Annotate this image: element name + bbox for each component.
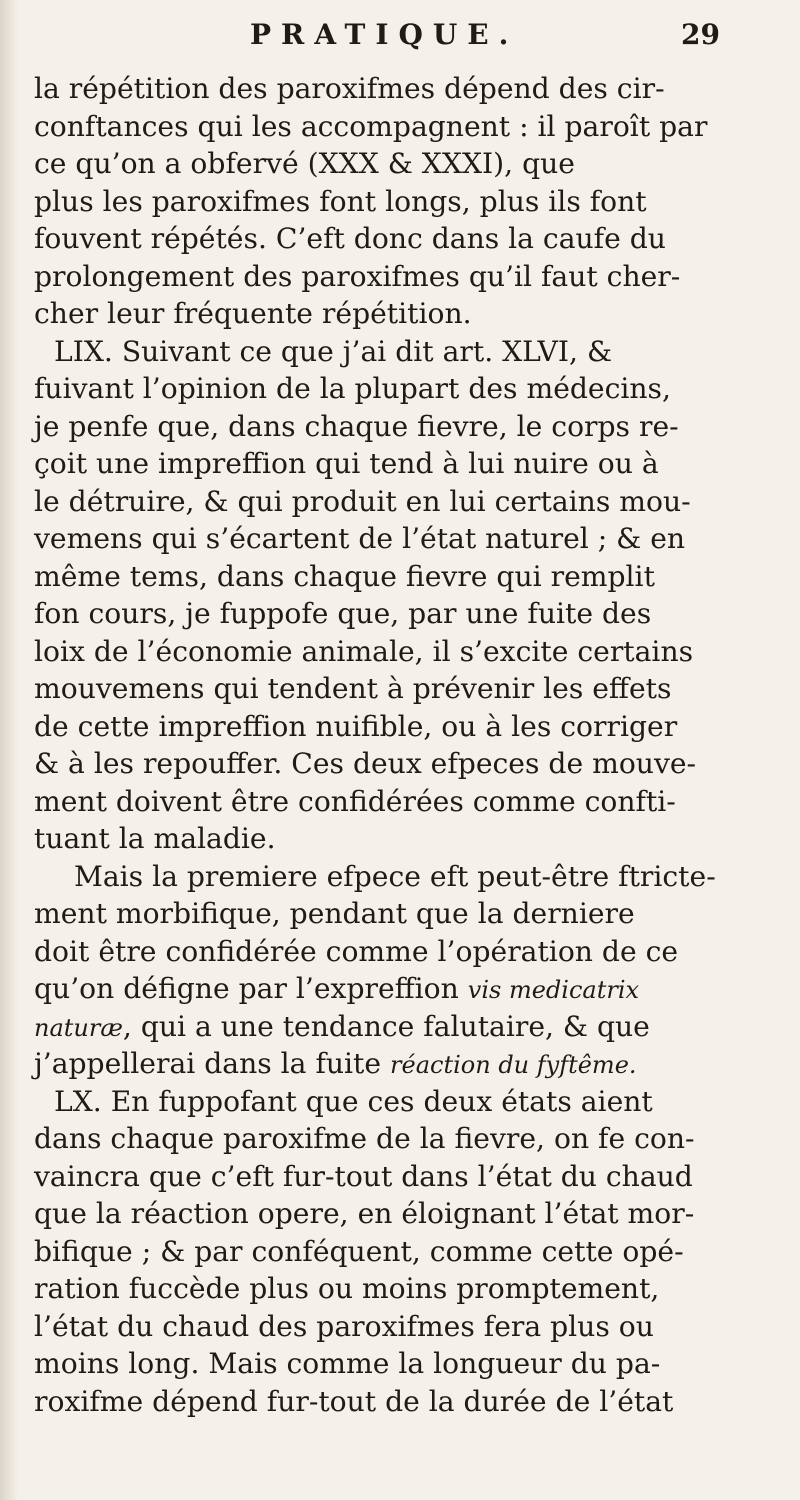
text-line: je penfe que, dans chaque fievre, le corps re- — [34, 409, 679, 443]
text-line: l’état du chaud des paroxifmes fera plus ou — [34, 1309, 654, 1343]
text-line: plus les paroxifmes font longs, plus ils font — [34, 184, 647, 218]
text-fragment: , qui a une tendance falutaire, & que — [122, 1009, 650, 1043]
text-line: moins long. Mais comme la longueur du pa- — [34, 1347, 661, 1380]
text-fragment: qu’on défigne par l’expreffion — [34, 972, 459, 1005]
text-fragment: j’appellerai dans la fuite — [34, 1047, 382, 1080]
text-line: même tems, dans chaque fievre qui remplit — [34, 559, 655, 593]
text-line-with-latin-phrase — [34, 970, 784, 1008]
text-line-with-latin-word — [34, 1008, 784, 1046]
text-line: la répétition des paroxifmes dépend des cir- — [34, 72, 665, 105]
page-number: 29 — [681, 18, 720, 51]
text-line: cher leur fréquente répétition. — [34, 297, 472, 330]
text-line: doit être confidérée comme l’opération de ce — [34, 934, 679, 968]
text-line: çoit une impreffion qui tend à lui nuire ou à — [34, 447, 659, 480]
latin-word: naturæ — [34, 1013, 123, 1042]
text-line: dans chaque paroxifme de la fievre, on fe con- — [34, 1122, 695, 1155]
text-line: fuivant l’opinion de la plupart des médecins, — [34, 372, 671, 405]
text-line: conftances qui les accompagnent : il paroît par — [34, 109, 708, 143]
text-line: Mais la premiere efpece eft peut-être ftricte- — [74, 859, 716, 893]
text-line: fouvent répétés. C’eft donc dans la caufe du — [34, 222, 666, 255]
text-line: & à les repouffer. Ces deux efpeces de mouve- — [34, 747, 697, 780]
text-line-with-italic-term — [34, 1045, 784, 1083]
text-line: loix de l’économie animale, il s’excite certains — [34, 634, 694, 668]
italic-term: réaction du fyftême. — [390, 1051, 637, 1079]
text-line: le détruire, & qui produit en lui certains mou- — [34, 484, 691, 518]
text-line: ment morbifique, pendant que la derniere — [34, 897, 635, 930]
text-line: que la réaction opere, en éloignant l’état mor- — [34, 1197, 695, 1230]
text-line: ration fuccède plus ou moins promptement, — [34, 1272, 660, 1305]
text-line: vemens qui s’écartent de l’état naturel ; & en — [34, 522, 686, 555]
text-line: vaincra que c’eft fur-tout dans l’état du chaud — [34, 1159, 693, 1193]
section-heading-line: LX. En fuppofant que ces deux états aient — [54, 1084, 653, 1118]
text-line: fon cours, je fuppofe que, par une fuite des — [34, 597, 652, 630]
text-line: prolongement des paroxifmes qu’il faut cher- — [34, 259, 681, 293]
page-binding-shadow — [0, 0, 18, 1500]
text-line: mouvemens qui tendent à prévenir les effets — [34, 672, 672, 705]
text-line: ment doivent être confidérées comme confti- — [34, 784, 676, 818]
running-title: PRATIQUE. — [250, 18, 519, 51]
running-head — [250, 18, 720, 62]
text-line: de cette impreffion nuifible, ou à les corriger — [34, 709, 678, 743]
text-line: roxifme dépend fur-tout de la durée de l’état — [34, 1384, 674, 1418]
text-line: ce qu’on a obfervé (XXX & XXXI), que — [34, 147, 575, 180]
body-text — [34, 70, 784, 1420]
text-line: bifique ; & par conféquent, comme cette opé- — [34, 1234, 684, 1268]
text-line: tuant la maladie. — [34, 822, 276, 855]
latin-phrase: vis medicatrix — [467, 976, 640, 1004]
section-heading-line: LIX. Suivant ce que j’ai dit art. XLVI, & — [54, 334, 613, 368]
